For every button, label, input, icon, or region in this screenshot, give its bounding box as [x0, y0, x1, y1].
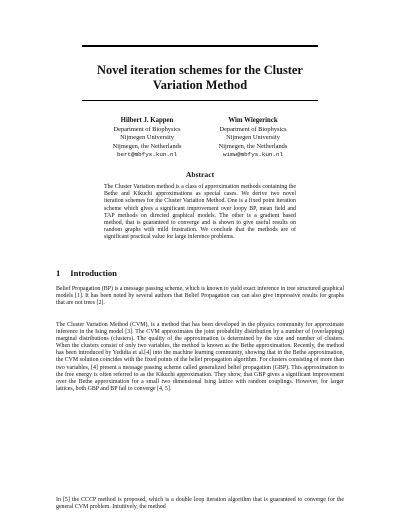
author-department: Department of Biophysics [113, 125, 181, 133]
body-paragraph-3: In [5] the CCCP method is proposed, which is a double loop iteration algorithm that is guaranteed to converge for the general CVM problem. Intuitively, the method [56, 497, 344, 511]
section-heading [56, 268, 117, 278]
body-paragraph-2: The Cluster Variation Method (CVM), is a method that has been developed in the physics community for approximate inference in the Ising model [3]. The CVM approximates the joint probability distribution by a number of (overlapping) marginal distributions (clusters). The quality of the approximation is determined by the size and number of clusters. When the clusters consist of only two variables, the method is known as the Bethe approximation. Recently, the method has been introduced by Yedidia et al.[4] into the machine learning community, showing that in the Bethe approximation, the CVM solution coincides with the fixed points of the belief propagation algorithm. For clusters consisting of more than two variables, [4] present a message passing scheme called generalized belief propagation (GBP). This approximation to the free energy is often referred to as the Kikuchi approximation. They show, that GBP gives a significant improvement over the Bethe approximation for a small two dimensional Ising lattice with random couplings. However, for larger lattices, both GBP and BP fail to converge [4, 5]. [56, 322, 344, 392]
author-block-2 [198, 117, 308, 160]
author-location: Nijmegen, the Netherlands [112, 142, 182, 150]
author-email: wimw@mbfys.kun.nl [222, 151, 284, 159]
author-email: bert@mbfys.kun.nl [116, 151, 178, 159]
title-top-rule [82, 45, 318, 47]
author-university: Nijmegen University [120, 134, 174, 142]
abstract-text: The Cluster Variation method is a class of approximation methods containing the Bethe and Kikuchi approximations as special cases. We derive two novel iteration schemes for the Cluster Variation Method. One is a fixed point iteration scheme which gives a significant improvement over loopy BP, mean field and TAP methods on directed graphical models. The other is a gradient based method, that is guaranteed to converge and is shown to give useful results on random graphs with mild frustration. We conclude that the methods are of significant practical value for large inference problems. [104, 184, 296, 241]
author-department: Department of Biophysics [219, 125, 287, 133]
section-number: 1 [56, 268, 61, 278]
title-line-2: Variation Method [152, 78, 248, 92]
title-bottom-rule [82, 100, 318, 101]
body-paragraph-1: Belief Propagation (BP) is a message passing scheme, which is known to yield exact inference in tree structured graphical models [1]. It has been noted by several authors that Belief Propagation can can also give impressive results for graphs that are not trees [2]. [56, 286, 344, 307]
author-name: Hilbert J. Kappen [120, 117, 174, 124]
abstract-heading: Abstract [185, 170, 215, 179]
author-block-1 [92, 117, 202, 160]
author-name: Wim Wiegerinck [228, 117, 278, 124]
paper-title [60, 63, 340, 93]
author-university: Nijmegen University [226, 134, 280, 142]
section-title: Introduction [70, 268, 117, 278]
author-location: Nijmegen, the Netherlands [218, 142, 288, 150]
title-line-1: Novel iteration schemes for the Cluster [97, 63, 303, 77]
